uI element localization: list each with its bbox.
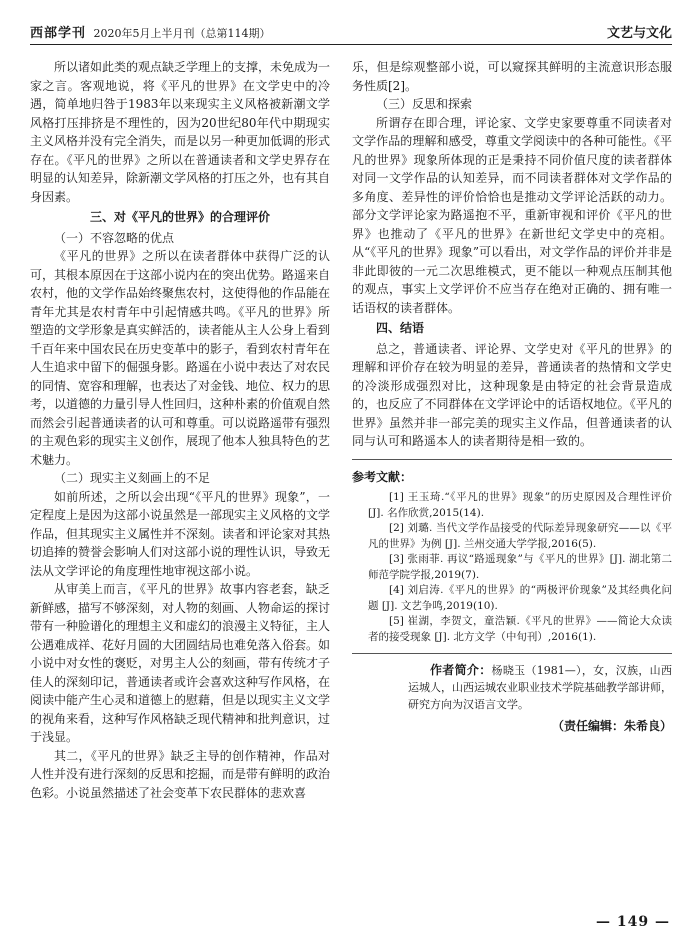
left-column xyxy=(30,58,330,802)
page-header xyxy=(30,18,672,45)
paragraph: 所谓存在即合理，评论家、文学史家要尊重不同读者对文学作品的理解和感受，尊重文学阅读中的各种可能性。《平凡的世界》现象所体现的正是秉持不同价值尺度的读者群体对同一文学作品的认知差异，而不同读者群体对文学作品的多角度、差异性的评价恰恰也是推动文学评论活跃的动力。部分文学评论家为路遥抱不平，重新审视和评价《平凡的世界》也推动了《平凡的世界》在新世纪文学史中的亮相。从“《平凡的世界》现象”可以看出，对文学作品的评价并非是非此即彼的一元二次思维模式，更不能以一种观点压制其他的观点，事实上文学评价不应当存在绝对正确的、拥有唯一话语权的读者群体。 xyxy=(352,115,672,315)
references-title: 参考文献： xyxy=(352,469,413,484)
divider xyxy=(352,653,672,654)
right-column xyxy=(352,58,672,736)
author-bio xyxy=(352,662,672,713)
reference-item: [1] 王玉琦.“《平凡的世界》现象”的历史原因及合理性评价 [J]. 名作欣赏,2015(14). xyxy=(368,491,672,519)
paragraph: 所以诸如此类的观点缺乏学理上的支撑，未免成为一家之言。客观地说，将《平凡的世界》在文学史中的冷遇，简单地归咎于1983年以来现实主义风格被新潮文学风格打压排挤是不理性的，因为20世纪80年代中期现实主义风格并没有完全消失，而是以另一种更加低调的形式存在。《平凡的世界》之所以在普通读者和文学史界存在明显的认知差异，除新潮文学风格的打压之外，也有其自身因素。 xyxy=(30,60,331,204)
references-list xyxy=(352,490,672,645)
reference-item: [4] 刘启涛.《平凡的世界》的“两极评价现象”及其经典化问题 [J]. 文艺争鸣,2019(10). xyxy=(368,584,672,612)
subsection-heading: （一）不容忽略的优点 xyxy=(54,230,175,245)
editor-note: （责任编辑：朱希良） xyxy=(551,719,672,733)
journal-info xyxy=(30,22,271,41)
author-label: 作者简介： xyxy=(430,663,492,677)
paragraph: 如前所述，之所以会出现“《平凡的世界》现象”，一定程度上是因为这部小说虽然是一部现实主义风格的文学作品，但其现实主义属性并不深刻。读者和评论家对其热切追捧的赞誉会影响人们对这部小说的理性认识，导致无法从文学评论的角度理性地审视这部小说。 xyxy=(30,489,331,578)
paragraph: 总之，普通读者、评论界、文学史对《平凡的世界》的理解和评价存在较为明显的差异，普通读者的热情和文学史的冷淡形成强烈对比，这种现象是由特定的社会背景造成的，也反应了不同群体在文学评论中的话语权地位。《平凡的世界》虽然并非一部完美的现实主义作品，但普通读者的认同与认可和路遥本人的读者期待是相一致的。 xyxy=(352,341,672,448)
reference-item: [3] 张雨菲. 再议“路遥现象”与《平凡的世界》[J]. 湖北第二师范学院学报,2019(7). xyxy=(368,553,672,581)
section-title: 文艺与文化 xyxy=(606,26,672,41)
paragraph: 《平凡的世界》之所以在读者群体中获得广泛的认可，其根本原因在于这部小说内在的突出优势。路遥来自农村，他的文学作品始终聚焦农村，这使得他的作品能在青年尤其是农村青年中引起情感共鸣。《平凡的世界》所塑造的文学形象是真实鲜活的，读者能从主人公身上看到千百年来中国农民在历史变革中的影子，看到农村青年在人生追求中留下的倔强身影。路遥在小说中表达了对农民的同情、宽容和理解，也表达了对金钱、地位、权力的思考，以道德的力量引导人性回归，这种朴素的价值观自然而然会引起普通读者的认可和尊重。可以说路遥带有强烈的主观色彩的现实主义创作，展现了他本人独具特色的艺术魅力。 xyxy=(30,249,331,467)
paragraph: 乐，但是综观整部小说，可以窥探其鲜明的主流意识形态服务性质[2]。 xyxy=(352,60,672,93)
section-heading: 四、结语 xyxy=(376,321,425,335)
subsection-heading: （三）反思和探索 xyxy=(376,97,473,111)
page-number: — 149 — xyxy=(596,914,670,930)
right-column-body xyxy=(352,58,672,451)
journal-name: 西部学刊 xyxy=(30,26,87,41)
author-text: 杨晓玉（1981—），女，汉族，山西运城人，山西运城农业职业技术学院基础教学部讲师，研究方向为汉语言文学。 xyxy=(408,664,672,711)
section-heading: 三、对《平凡的世界》的合理评价 xyxy=(89,210,270,224)
paragraph: 从审美上而言，《平凡的世界》故事内容老套，缺乏新鲜感，描写不够深刻，对人物的刻画、人物命运的探讨带有一种脸谱化的理想主义和虚幻的浪漫主义特征，主人公遇难成祥、花好月圆的大团圆结局也难免落入俗套。如小说中对女性的褒贬，对男主人公的刻画，带有传统才子佳人的深刻印记，普通读者或许会喜欢这种写作风格，在阅读中能产生心灵和道德上的慰藉，但是以现实主义文学的视角来看，这种写作风格缺乏现代精神和批判意识，过于浅显。 xyxy=(30,582,331,744)
issue-info: 2020年5月上半月刊（总第114期） xyxy=(93,27,271,40)
reference-item: [2] 刘璐. 当代文学作品接受的代际差异现象研究——以《平凡的世界》为例 [J]. 兰州交通大学学报,2016(5). xyxy=(368,522,672,550)
subsection-heading: （二）现实主义刻画上的不足 xyxy=(54,471,211,485)
paragraph: 其二，《平凡的世界》缺乏主导的创作精神，作品对人性并没有进行深刻的反思和挖掘，而是带有鲜明的政治色彩。小说虽然描述了社会变革下农民群体的悲欢喜 xyxy=(30,748,331,800)
divider xyxy=(352,459,672,460)
reference-item: [5] 崔湖，李贺文，童浩颖.《平凡的世界》——简论大众读者的接受现象 [J]. 北方文学（中旬刊）,2016(1). xyxy=(368,615,672,643)
